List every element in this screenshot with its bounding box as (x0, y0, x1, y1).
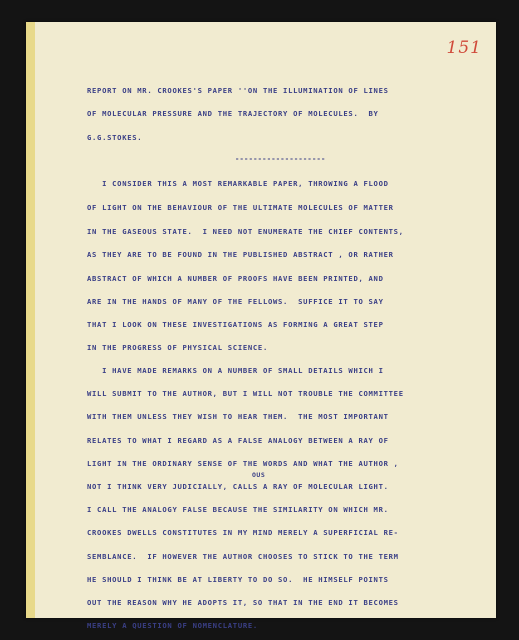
paragraph1-line-8: IN THE PROGRESS OF PHYSICAL SCIENCE. (87, 343, 268, 352)
paragraph2-line-1: I HAVE MADE REMARKS ON A NUMBER OF SMALL DETAILS WHICH I (87, 366, 384, 375)
handwritten-insertion: OUS (252, 471, 266, 479)
paragraph2-line-6: NOT I THINK VERY JUDICIALLY, CALLS A RAY OF MOLECULAR LIGHT. (87, 482, 389, 491)
title-line-1: REPORT ON MR. CROOKES'S PAPER ''ON THE ILLUMINATION OF LINES (87, 86, 389, 95)
paragraph1-line-2: OF LIGHT ON THE BEHAVIOUR OF THE ULTIMATE MOLECULES OF MATTER (87, 203, 394, 212)
title-line-3: G.G.STOKES. (87, 133, 143, 142)
paragraph1-line-6: ARE IN THE HANDS OF MANY OF THE FELLOWS. SUFFICE IT TO SAY (87, 297, 384, 306)
paragraph2-line-10: HE SHOULD I THINK BE AT LIBERTY TO DO SO. HE HIMSELF POINTS (87, 575, 389, 584)
paragraph2-line-5: LIGHT IN THE ORDINARY SENSE OF THE WORDS AND WHAT THE AUTHOR , (87, 459, 399, 468)
paragraph1-line-5: ABSTRACT OF WHICH A NUMBER OF PROOFS HAVE BEEN PRINTED, AND (87, 274, 384, 283)
title-line-2: OF MOLECULAR PRESSURE AND THE TRAJECTORY OF MOLECULES. BY (87, 109, 379, 118)
paragraph2-line-8: CROOKES DWELLS CONSTITUTES IN MY MIND MERELY A SUPERFICIAL RE- (87, 528, 399, 537)
paragraph1-line-4: AS THEY ARE TO BE FOUND IN THE PUBLISHED ABSTRACT , OR RATHER (87, 250, 394, 259)
paragraph1-line-1: I CONSIDER THIS A MOST REMARKABLE PAPER, THROWING A FLOOD (87, 179, 389, 188)
separator-rule: -------------------- (235, 154, 326, 163)
paragraph2-line-7: I CALL THE ANALOGY FALSE BECAUSE THE SIMILARITY ON WHICH MR. (87, 505, 389, 514)
paragraph2-line-11: OUT THE REASON WHY HE ADOPTS IT, SO THAT IN THE END IT BECOMES (87, 598, 399, 607)
paragraph2-line-12: MERELY A QUESTION OF NOMENCLATURE. (87, 621, 258, 630)
paragraph2-line-9: SEMBLANCE. IF HOWEVER THE AUTHOR CHOOSES TO STICK TO THE TERM (87, 552, 399, 561)
paragraph1-line-7: THAT I LOOK ON THESE INVESTIGATIONS AS FORMING A GREAT STEP (87, 320, 384, 329)
folio-number: 151 (446, 38, 482, 58)
paragraph2-line-4: RELATES TO WHAT I REGARD AS A FALSE ANALOGY BETWEEN A RAY OF (87, 436, 389, 445)
paragraph2-line-3: WITH THEM UNLESS THEY WISH TO HEAR THEM. THE MOST IMPORTANT (87, 412, 389, 421)
typewritten-page (26, 22, 496, 630)
paragraph2-line-2: WILL SUBMIT TO THE AUTHOR, BUT I WILL NOT TROUBLE THE COMMITTEE (87, 389, 404, 398)
paragraph1-line-3: IN THE GASEOUS STATE. I NEED NOT ENUMERATE THE CHIEF CONTENTS, (87, 227, 404, 236)
